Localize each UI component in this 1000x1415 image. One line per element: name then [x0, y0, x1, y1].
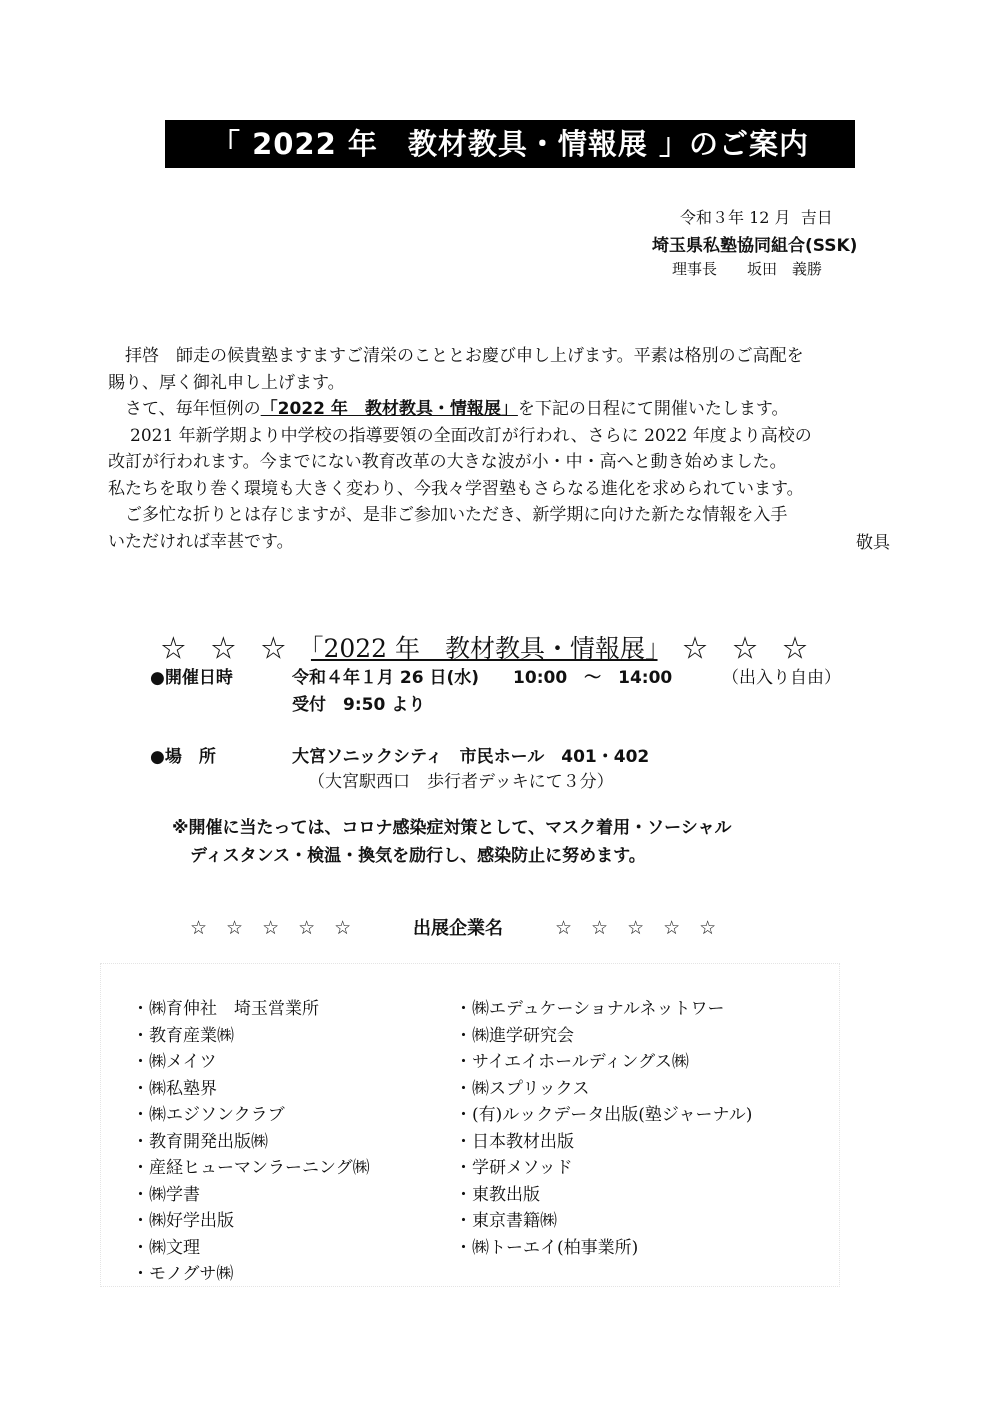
star-decoration-left: ☆ ☆ ☆	[160, 634, 286, 663]
body-line-prefix: さて、毎年恒例の	[108, 399, 261, 419]
date-value: 令和４年１月 26 日(水) 10:00 ～ 14:00	[292, 668, 673, 688]
list-item: ・サイエイホールディングス㈱	[455, 1052, 689, 1072]
greeting-text	[108, 343, 920, 555]
body-line: 2021 年新学期より中学校の指導要領の全面改訂が行われ、さらに 2022 年度より高校の	[130, 425, 812, 446]
body-line: ご多忙な折りとは存じますが、是非ご参加いただき、新学期に向けた新たな情報を入手	[108, 505, 788, 525]
body-line-event	[108, 396, 920, 423]
organization-name: 埼玉県私塾協同組合(SSK)	[652, 236, 858, 256]
list-item: ・㈱育伸社 埼玉営業所	[132, 999, 319, 1019]
exhibitor-stars-right: ☆ ☆ ☆ ☆ ☆	[555, 917, 717, 939]
body-line: 私たちを取り巻く環境も大きく変わり、今我々学習塾もさらなる進化を求められています。	[108, 478, 804, 499]
date-note: （出入り自由）	[722, 668, 841, 688]
place-note: （大宮駅西口 歩行者デッキにて３分）	[308, 772, 614, 792]
body-line: 拝啓 師走の候貴塾ますますご清栄のこととお慶び申し上げます。平素は格別のご高配を	[108, 346, 804, 366]
covid-notice-line2: ディスタンス・検温・換気を励行し、感染防止に努めます。	[190, 846, 646, 866]
chairman-name: 理事長 坂田 義勝	[672, 260, 823, 278]
covid-notice-line1: ※開催に当たっては、コロナ感染症対策として、マスク着用・ソーシャル	[172, 818, 732, 838]
list-item: ・日本教材出版	[455, 1131, 574, 1152]
reception-time: 受付 9:50 より	[292, 695, 426, 715]
event-heading	[145, 600, 895, 665]
event-title: 「2022 年 教材教具・情報展」	[310, 634, 658, 663]
exhibitor-stars-left: ☆ ☆ ☆ ☆ ☆	[190, 917, 352, 939]
list-item: ・㈱文理	[132, 1237, 200, 1258]
exhibitor-heading: 出展企業名	[413, 918, 503, 939]
body-line: いただければ幸甚です。	[108, 531, 294, 552]
place-label: ●場 所	[150, 747, 216, 767]
date-label: ●開催日時	[150, 668, 233, 688]
list-item: ・㈱進学研究会	[455, 1025, 574, 1046]
list-item: ・産経ヒューマンラーニング㈱	[132, 1158, 370, 1178]
list-item: ・㈱メイツ	[132, 1052, 217, 1072]
list-item: ・㈱エデュケーショナルネットワー	[455, 999, 725, 1019]
list-item: ・㈱スプリックス	[455, 1078, 590, 1099]
body-line: 改訂が行われます。今までにない教育改革の大きな波が小・中・高へと動き始めました。	[108, 452, 787, 472]
exhibitor-list-right	[455, 996, 752, 1261]
list-item: ・㈱トーエイ(柏事業所)	[455, 1237, 639, 1258]
star-decoration-right: ☆ ☆ ☆	[682, 634, 808, 663]
list-item: ・教育産業㈱	[132, 1025, 234, 1046]
list-item: ・東教出版	[455, 1184, 540, 1205]
body-line-suffix: を下記の日程にて開催いたします。	[517, 399, 789, 419]
event-name-inline: 「2022 年 教材教具・情報展」	[260, 399, 518, 419]
exhibitor-list-left	[132, 996, 370, 1288]
list-item: ・㈱学書	[132, 1184, 200, 1205]
closing-keigu: 敬具	[856, 533, 890, 553]
list-item: ・学研メソッド	[455, 1158, 573, 1178]
list-item: ・㈱エジソンクラブ	[132, 1105, 285, 1125]
place-value: 大宮ソニックシティ 市民ホール 401・402	[292, 747, 650, 767]
body-line: 賜り、厚く御礼申し上げます。	[108, 372, 345, 393]
list-item: ・(有)ルックデータ出版(塾ジャーナル)	[455, 1105, 753, 1125]
page-title: 「 2022 年 教材教具・情報展 」のご案内	[165, 120, 855, 168]
list-item: ・教育開発出版㈱	[132, 1131, 268, 1152]
list-item: ・モノグサ㈱	[132, 1264, 234, 1284]
list-item: ・㈱好学出版	[132, 1211, 234, 1231]
list-item: ・東京書籍㈱	[455, 1211, 557, 1231]
list-item: ・㈱私塾界	[132, 1078, 217, 1099]
issue-date: 令和３年 12 月 吉日	[680, 208, 833, 227]
